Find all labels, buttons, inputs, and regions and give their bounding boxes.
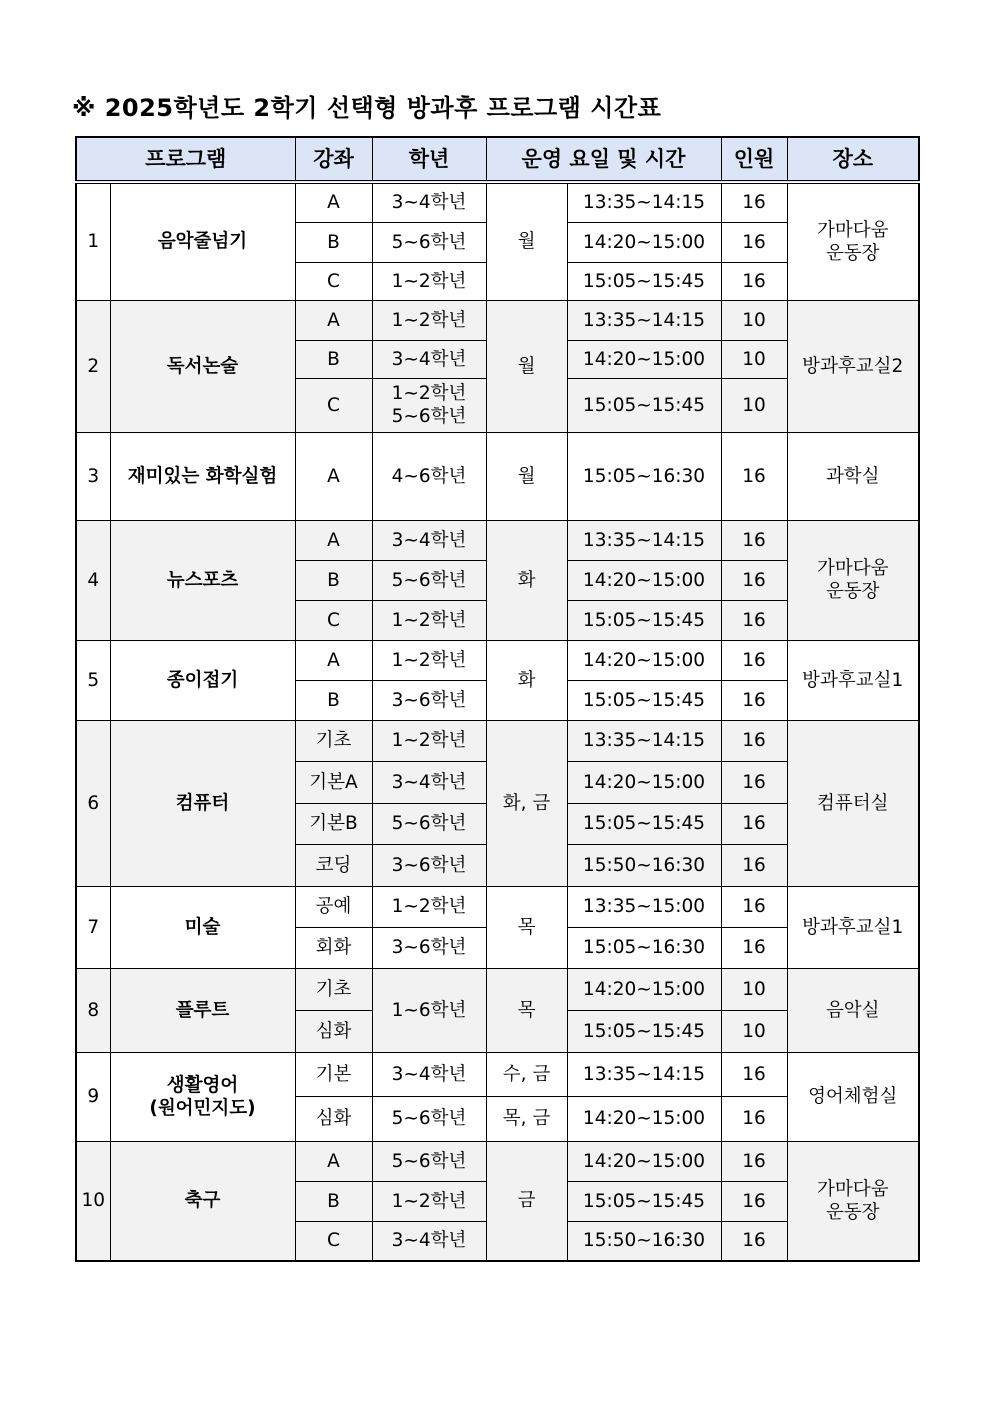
day-cell: 금 xyxy=(486,1141,567,1261)
time-cell: 15:05~16:30 xyxy=(567,927,721,968)
time-cell: 13:35~15:00 xyxy=(567,886,721,927)
time-cell: 14:20~15:00 xyxy=(567,222,721,262)
grade-cell: 4~6학년 xyxy=(372,432,486,520)
class-cell: A xyxy=(295,432,372,520)
capacity-cell: 16 xyxy=(721,560,787,600)
class-cell: A xyxy=(295,1141,372,1181)
capacity-cell: 16 xyxy=(721,1181,787,1221)
location-cell: 방과후교실1 xyxy=(787,886,919,968)
class-cell: B xyxy=(295,680,372,720)
capacity-cell: 16 xyxy=(721,803,787,844)
time-cell: 15:05~15:45 xyxy=(567,262,721,300)
grade-cell: 1~2학년 xyxy=(372,600,486,640)
table-row xyxy=(76,1141,919,1181)
class-cell: 기초 xyxy=(295,968,372,1010)
header-schedule: 운영 요일 및 시간 xyxy=(486,137,721,182)
location-cell: 방과후교실2 xyxy=(787,300,919,432)
day-cell: 화, 금 xyxy=(486,720,567,886)
program-number: 5 xyxy=(76,640,110,720)
class-cell: 기본A xyxy=(295,761,372,803)
header-grade: 학년 xyxy=(372,137,486,182)
program-name: 독서논술 xyxy=(110,300,295,432)
class-cell: C xyxy=(295,600,372,640)
grade-cell: 1~2학년 xyxy=(372,262,486,300)
time-cell: 14:20~15:00 xyxy=(567,761,721,803)
time-cell: 14:20~15:00 xyxy=(567,1096,721,1141)
table-row xyxy=(76,520,919,560)
grade-cell: 1~6학년 xyxy=(372,968,486,1052)
time-cell: 14:20~15:00 xyxy=(567,560,721,600)
grade-cell: 3~6학년 xyxy=(372,844,486,886)
day-cell: 월 xyxy=(486,300,567,432)
capacity-cell: 16 xyxy=(721,640,787,680)
capacity-cell: 10 xyxy=(721,378,787,432)
class-cell: B xyxy=(295,560,372,600)
time-cell: 13:35~14:15 xyxy=(567,182,721,222)
day-cell: 목 xyxy=(486,886,567,968)
table-row xyxy=(76,1052,919,1096)
time-cell: 15:05~15:45 xyxy=(567,600,721,640)
table-row xyxy=(76,886,919,927)
table-row xyxy=(76,300,919,340)
program-name: 플루트 xyxy=(110,968,295,1052)
grade-cell: 1~2학년 5~6학년 xyxy=(372,378,486,432)
program-name: 뉴스포츠 xyxy=(110,520,295,640)
grade-cell: 3~6학년 xyxy=(372,927,486,968)
time-cell: 13:35~14:15 xyxy=(567,720,721,761)
class-cell: A xyxy=(295,182,372,222)
time-cell: 14:20~15:00 xyxy=(567,340,721,378)
day-cell: 목 xyxy=(486,968,567,1052)
table-row xyxy=(76,432,919,520)
location-cell: 가마다움 운동장 xyxy=(787,182,919,300)
program-name: 축구 xyxy=(110,1141,295,1261)
program-name: 생활영어 (원어민지도) xyxy=(110,1052,295,1141)
program-name: 종이접기 xyxy=(110,640,295,720)
capacity-cell: 16 xyxy=(721,1096,787,1141)
day-cell: 수, 금 xyxy=(486,1052,567,1096)
table-row xyxy=(76,968,919,1010)
grade-cell: 3~4학년 xyxy=(372,1052,486,1096)
capacity-cell: 16 xyxy=(721,761,787,803)
table-row xyxy=(76,182,919,222)
header-program: 프로그램 xyxy=(76,137,295,182)
time-cell: 14:20~15:00 xyxy=(567,1141,721,1181)
location-cell: 가마다움 운동장 xyxy=(787,520,919,640)
location-cell: 음악실 xyxy=(787,968,919,1052)
header-capacity: 인원 xyxy=(721,137,787,182)
class-cell: 기본B xyxy=(295,803,372,844)
day-cell: 월 xyxy=(486,182,567,300)
header-class: 강좌 xyxy=(295,137,372,182)
program-name: 컴퓨터 xyxy=(110,720,295,886)
capacity-cell: 10 xyxy=(721,340,787,378)
program-name: 재미있는 화학실험 xyxy=(110,432,295,520)
location-cell: 영어체험실 xyxy=(787,1052,919,1141)
capacity-cell: 16 xyxy=(721,222,787,262)
grade-cell: 5~6학년 xyxy=(372,1141,486,1181)
capacity-cell: 10 xyxy=(721,1010,787,1052)
location-cell: 가마다움 운동장 xyxy=(787,1141,919,1261)
grade-cell: 3~4학년 xyxy=(372,761,486,803)
class-cell: B xyxy=(295,340,372,378)
grade-cell: 3~4학년 xyxy=(372,182,486,222)
class-cell: A xyxy=(295,640,372,680)
capacity-cell: 16 xyxy=(721,262,787,300)
capacity-cell: 16 xyxy=(721,844,787,886)
capacity-cell: 16 xyxy=(721,680,787,720)
capacity-cell: 10 xyxy=(721,968,787,1010)
grade-cell: 1~2학년 xyxy=(372,640,486,680)
capacity-cell: 16 xyxy=(721,927,787,968)
capacity-cell: 16 xyxy=(721,600,787,640)
day-cell: 화 xyxy=(486,640,567,720)
program-number: 8 xyxy=(76,968,110,1052)
table-row xyxy=(76,640,919,680)
page-title: ※ 2025학년도 2학기 선택형 방과후 프로그램 시간표 xyxy=(72,94,662,122)
class-cell: C xyxy=(295,262,372,300)
class-cell: A xyxy=(295,520,372,560)
grade-cell: 3~6학년 xyxy=(372,680,486,720)
location-cell: 과학실 xyxy=(787,432,919,520)
time-cell: 15:05~15:45 xyxy=(567,378,721,432)
time-cell: 13:35~14:15 xyxy=(567,520,721,560)
program-number: 6 xyxy=(76,720,110,886)
class-cell: C xyxy=(295,378,372,432)
capacity-cell: 16 xyxy=(721,886,787,927)
capacity-cell: 10 xyxy=(721,300,787,340)
class-cell: 기본 xyxy=(295,1052,372,1096)
class-cell: 심화 xyxy=(295,1010,372,1052)
time-cell: 13:35~14:15 xyxy=(567,300,721,340)
class-cell: 심화 xyxy=(295,1096,372,1141)
time-cell: 14:20~15:00 xyxy=(567,968,721,1010)
program-number: 1 xyxy=(76,182,110,300)
program-name: 미술 xyxy=(110,886,295,968)
program-number: 9 xyxy=(76,1052,110,1141)
grade-cell: 3~4학년 xyxy=(372,340,486,378)
capacity-cell: 16 xyxy=(721,182,787,222)
grade-cell: 1~2학년 xyxy=(372,300,486,340)
day-cell: 목, 금 xyxy=(486,1096,567,1141)
grade-cell: 5~6학년 xyxy=(372,1096,486,1141)
class-cell: 공예 xyxy=(295,886,372,927)
program-number: 3 xyxy=(76,432,110,520)
time-cell: 15:50~16:30 xyxy=(567,1221,721,1261)
program-name: 음악줄넘기 xyxy=(110,182,295,300)
time-cell: 15:05~15:45 xyxy=(567,1010,721,1052)
class-cell: C xyxy=(295,1221,372,1261)
header-location: 장소 xyxy=(787,137,919,182)
capacity-cell: 16 xyxy=(721,1141,787,1181)
time-cell: 15:05~15:45 xyxy=(567,1181,721,1221)
grade-cell: 1~2학년 xyxy=(372,886,486,927)
grade-cell: 5~6학년 xyxy=(372,803,486,844)
grade-cell: 3~4학년 xyxy=(372,1221,486,1261)
table-row xyxy=(76,720,919,761)
program-number: 4 xyxy=(76,520,110,640)
program-number: 10 xyxy=(76,1141,110,1261)
capacity-cell: 16 xyxy=(721,1052,787,1096)
class-cell: 회화 xyxy=(295,927,372,968)
capacity-cell: 16 xyxy=(721,520,787,560)
class-cell: B xyxy=(295,1181,372,1221)
capacity-cell: 16 xyxy=(721,720,787,761)
class-cell: B xyxy=(295,222,372,262)
program-number: 7 xyxy=(76,886,110,968)
header-row xyxy=(76,137,919,182)
time-cell: 15:05~16:30 xyxy=(567,432,721,520)
class-cell: 코딩 xyxy=(295,844,372,886)
capacity-cell: 16 xyxy=(721,1221,787,1261)
time-cell: 14:20~15:00 xyxy=(567,640,721,680)
day-cell: 월 xyxy=(486,432,567,520)
grade-cell: 5~6학년 xyxy=(372,222,486,262)
timetable xyxy=(75,136,920,1262)
time-cell: 15:50~16:30 xyxy=(567,844,721,886)
class-cell: A xyxy=(295,300,372,340)
time-cell: 15:05~15:45 xyxy=(567,803,721,844)
grade-cell: 1~2학년 xyxy=(372,1181,486,1221)
capacity-cell: 16 xyxy=(721,432,787,520)
time-cell: 13:35~14:15 xyxy=(567,1052,721,1096)
program-number: 2 xyxy=(76,300,110,432)
class-cell: 기초 xyxy=(295,720,372,761)
time-cell: 15:05~15:45 xyxy=(567,680,721,720)
grade-cell: 3~4학년 xyxy=(372,520,486,560)
grade-cell: 1~2학년 xyxy=(372,720,486,761)
day-cell: 화 xyxy=(486,520,567,640)
grade-cell: 5~6학년 xyxy=(372,560,486,600)
location-cell: 컴퓨터실 xyxy=(787,720,919,886)
location-cell: 방과후교실1 xyxy=(787,640,919,720)
